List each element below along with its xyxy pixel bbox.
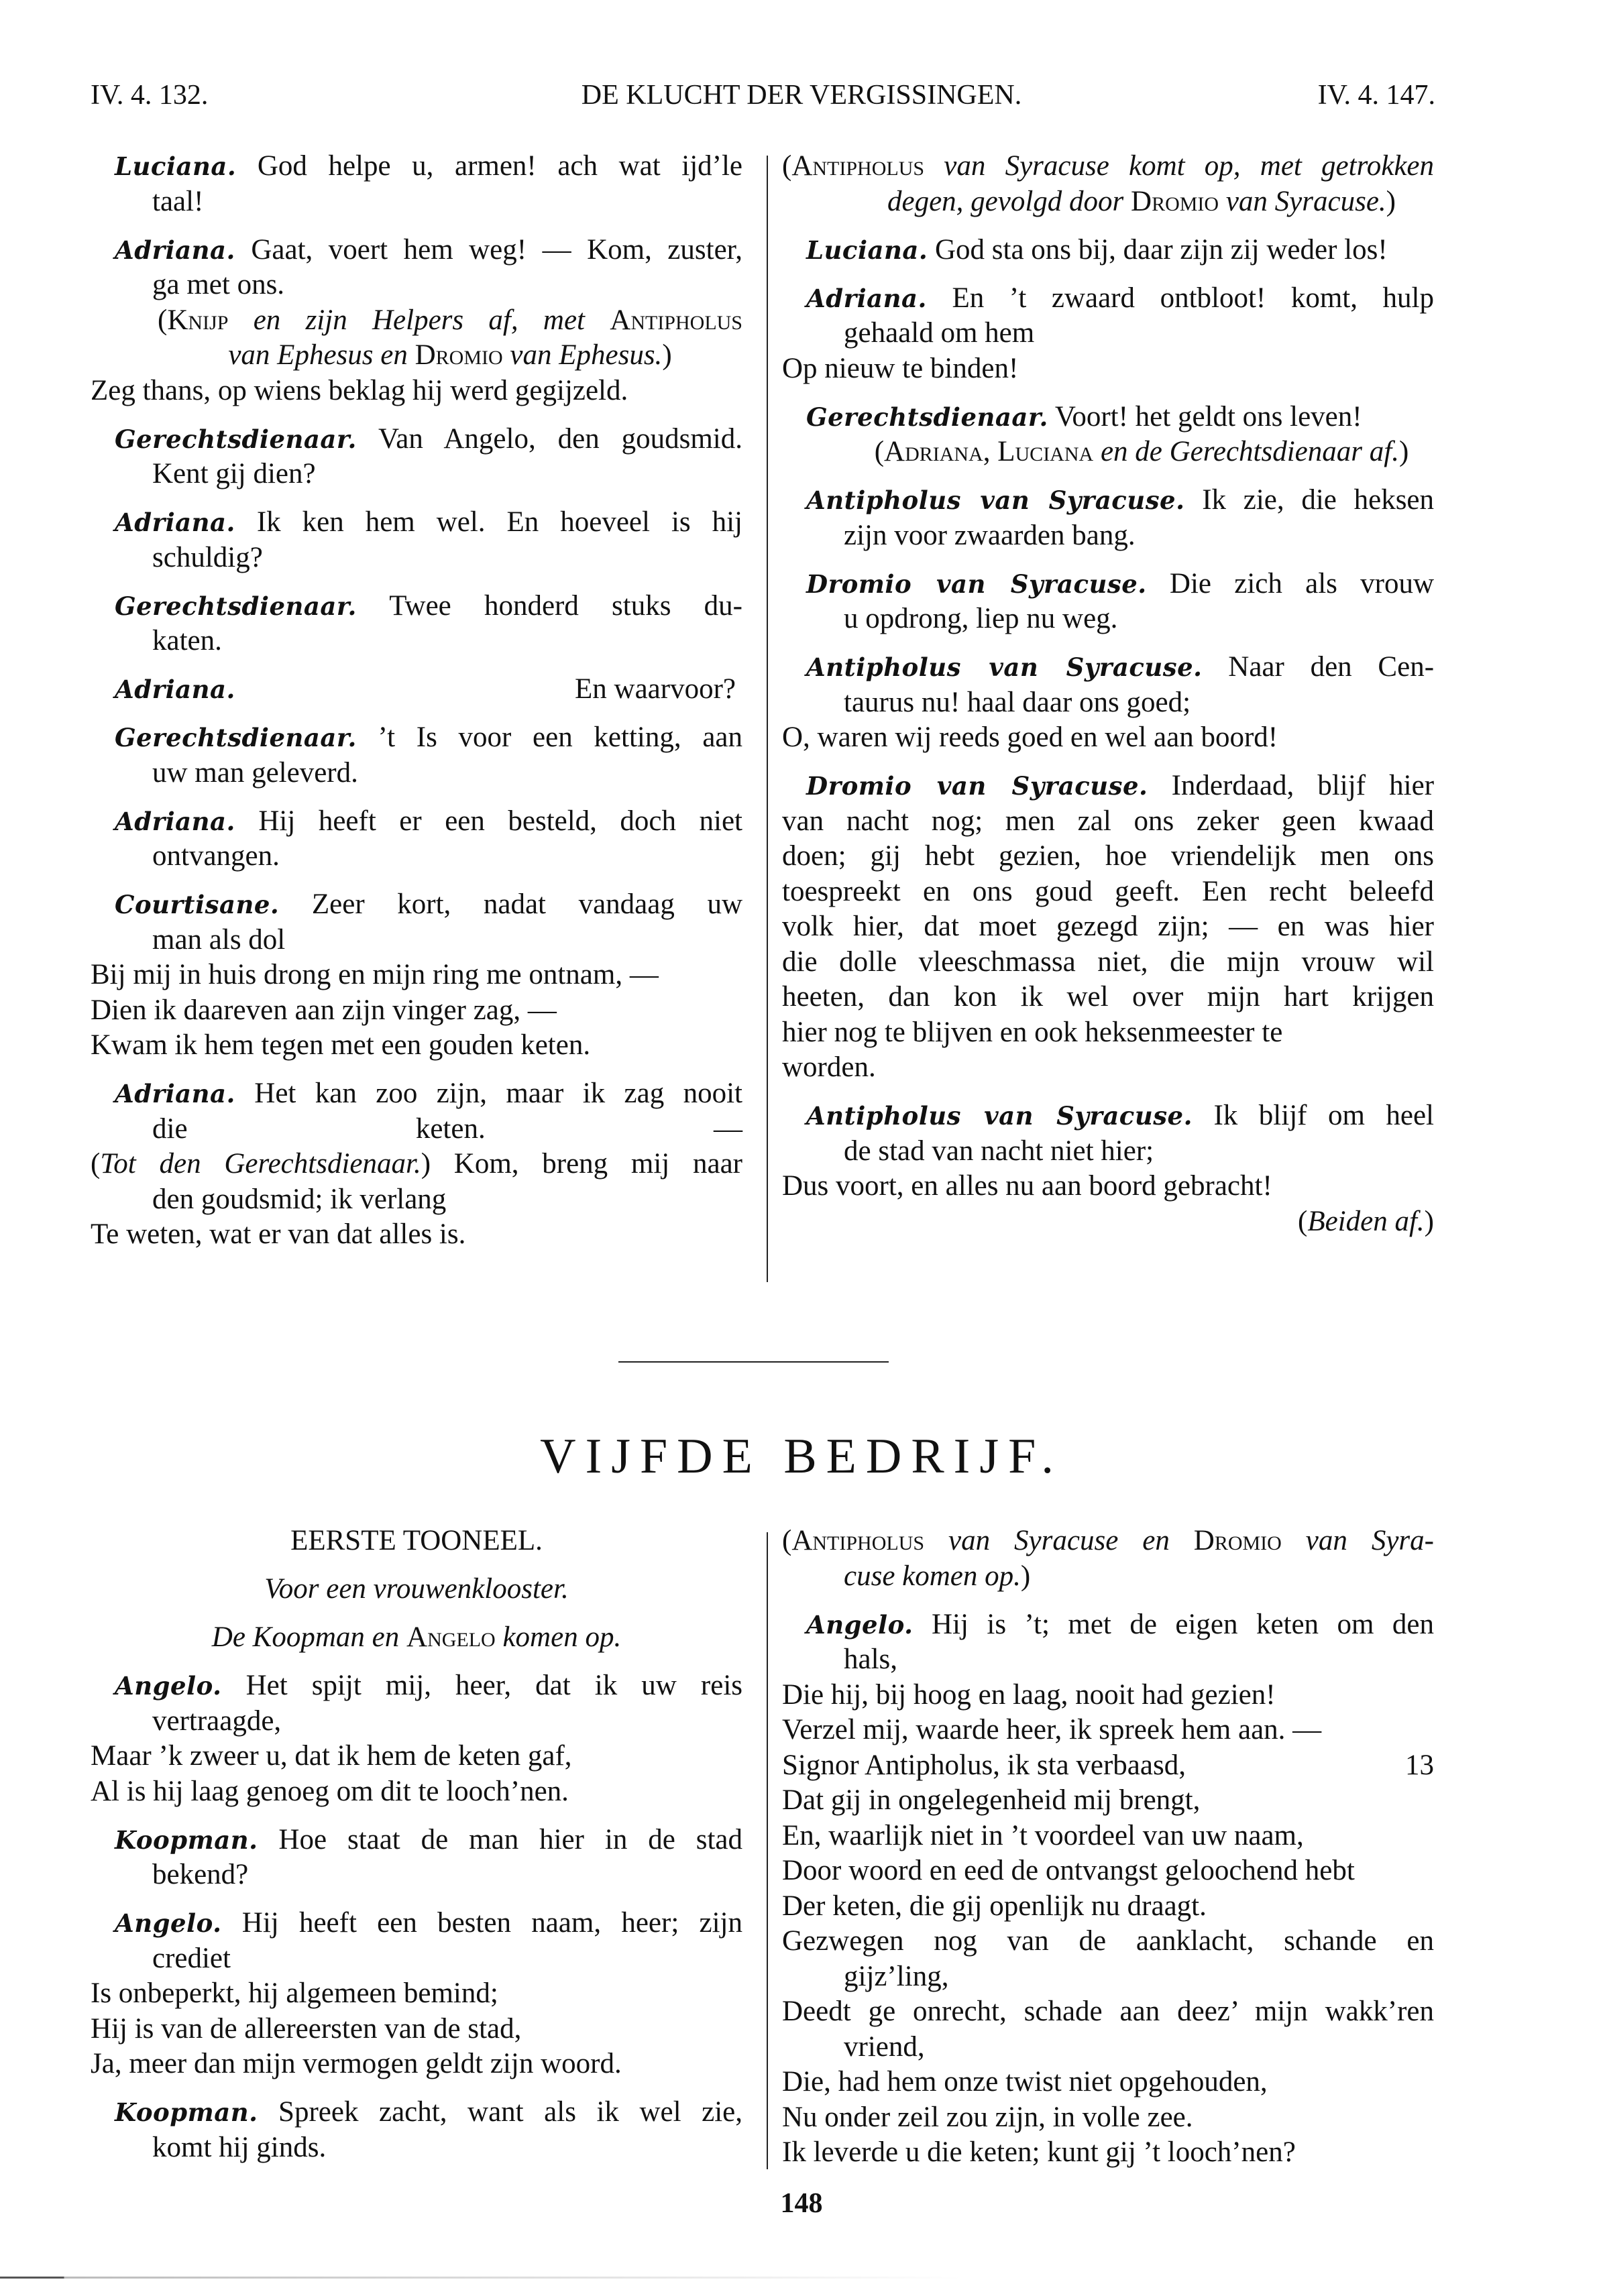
column-divider bbox=[767, 156, 768, 1282]
line-text: gehaald om hem bbox=[844, 317, 1035, 349]
column-bottom-left bbox=[91, 1524, 742, 2179]
line-text: Zeer kort, nadat vandaag uw bbox=[311, 888, 743, 920]
direction-text: ( bbox=[158, 304, 168, 336]
text-line bbox=[782, 1050, 1434, 1086]
line-text: God helpe u, armen! ach wat ijd’le bbox=[257, 150, 743, 182]
direction-text: Tot den Gerechtsdienaar. bbox=[100, 1148, 421, 1180]
running-head-left: IV. 4. 132. bbox=[91, 80, 209, 111]
speech-block bbox=[782, 1524, 1434, 1594]
line-text: komt hij ginds. bbox=[152, 2131, 327, 2163]
speech-block bbox=[782, 149, 1434, 219]
character-name: Antipholus bbox=[791, 150, 925, 182]
line-text: Ja, meer dan mijn vermogen geldt zijn woord. bbox=[91, 2048, 622, 2079]
line-text: doen; gij hebt gezien, hoe vriendelijk men ons bbox=[782, 840, 1434, 872]
speech-block bbox=[91, 1620, 742, 1656]
text-line bbox=[782, 1098, 1434, 1134]
scan-edge bbox=[0, 2277, 1603, 2279]
speech-block bbox=[91, 1668, 742, 1809]
text-line bbox=[782, 839, 1434, 874]
line-text: Inderdaad, blijf hier bbox=[1171, 770, 1435, 801]
text-line bbox=[91, 1774, 742, 1810]
text-line bbox=[782, 233, 1434, 268]
column-bottom-right bbox=[782, 1524, 1434, 2183]
text-line bbox=[91, 958, 742, 993]
text-line bbox=[782, 720, 1434, 756]
character-name: Knijp bbox=[167, 304, 229, 336]
text-line bbox=[782, 1748, 1434, 1784]
text-line bbox=[91, 1028, 742, 1064]
text-line bbox=[91, 1076, 742, 1112]
speech-block bbox=[91, 2095, 742, 2165]
line-text: Van Angelo, den goudsmid. bbox=[378, 422, 742, 455]
text-line bbox=[782, 874, 1434, 910]
line-text: Op nieuw te binden! bbox=[782, 352, 1019, 384]
text-line bbox=[91, 1668, 742, 1704]
text-line bbox=[782, 945, 1434, 980]
text-line bbox=[782, 2030, 1434, 2065]
text-line bbox=[782, 483, 1434, 518]
character-name: Dromio bbox=[414, 339, 503, 371]
line-text: volk hier, dat moet gezegd zijn; — en was hier bbox=[782, 911, 1434, 942]
text-line bbox=[782, 1924, 1434, 1959]
speaker-name: Gerechtsdienaar. bbox=[115, 424, 357, 454]
line-text: Dus voort, en alles nu aan boord gebracht! bbox=[782, 1170, 1272, 1202]
speaker-name: Dromio van Syracuse. bbox=[806, 569, 1147, 599]
text-line bbox=[91, 1182, 742, 1218]
text-line bbox=[91, 505, 742, 540]
line-text: Hij heeft er een besteld, doch niet bbox=[258, 805, 743, 837]
text-line bbox=[91, 149, 742, 184]
line-text: zijn voor zwaarden bang. bbox=[844, 519, 1136, 551]
text-line bbox=[782, 1015, 1434, 1051]
line-text: En ’t zwaard ontbloot! komt, hulp bbox=[952, 282, 1435, 314]
text-line bbox=[782, 1678, 1434, 1713]
text-line bbox=[91, 233, 742, 268]
character-name: Angelo bbox=[406, 1621, 496, 1653]
column-divider bbox=[767, 1532, 768, 2169]
stage-direction bbox=[782, 149, 1434, 184]
line-text: Signor Antipholus, ik sta verbaasd, bbox=[782, 1749, 1186, 1781]
speech-block bbox=[782, 483, 1434, 553]
speaker-name: Angelo. bbox=[115, 1671, 222, 1701]
direction-text: cuse komen op. bbox=[844, 1560, 1021, 1592]
direction-text: Voor een vrouwenklooster. bbox=[264, 1573, 569, 1605]
line-text: die dolle vleeschmassa niet, die mijn vrouw wil bbox=[782, 945, 1434, 978]
direction-text: ) bbox=[1424, 1205, 1434, 1237]
line-text: Die zich als vrouw bbox=[1169, 567, 1434, 599]
line-text: heeten, dan kon ik wel over mijn hart krijgen bbox=[782, 981, 1434, 1013]
text-line bbox=[91, 374, 742, 409]
stage-direction bbox=[91, 303, 742, 339]
text-line bbox=[91, 887, 742, 923]
line-text: taal! bbox=[152, 185, 204, 217]
direction-text: en de Gerechtsdienaar af. bbox=[1093, 436, 1399, 467]
direction-text: ) bbox=[662, 339, 672, 371]
speaker-name: Antipholus van Syracuse. bbox=[806, 1101, 1193, 1131]
stage-direction bbox=[782, 435, 1434, 470]
text-line bbox=[782, 2065, 1434, 2100]
text-line bbox=[782, 685, 1434, 721]
line-text: Der keten, die gij openlijk nu draagt. bbox=[782, 1890, 1207, 1922]
text-line bbox=[91, 1941, 742, 1977]
text-line bbox=[91, 993, 742, 1029]
line-text: worden. bbox=[782, 1051, 876, 1083]
line-text: God sta ons bij, daar zijn zij weder los! bbox=[934, 233, 1388, 266]
line-text: Spreek zacht, want als ik wel zie, bbox=[278, 2096, 743, 2128]
speech-block bbox=[91, 1572, 742, 1607]
line-text: Naar den Cen- bbox=[1228, 651, 1435, 683]
text-line bbox=[91, 1147, 742, 1182]
line-text: Het kan zoo zijn, maar ik zag nooit bbox=[254, 1078, 743, 1109]
line-text: vriend, bbox=[844, 2030, 925, 2063]
stage-direction bbox=[782, 184, 1434, 220]
text-line bbox=[782, 1819, 1434, 1854]
character-name: Antipholus bbox=[610, 304, 742, 336]
line-text: Maar ’k zweer u, dat ik hem de keten gaf, bbox=[91, 1740, 572, 1772]
stage-direction bbox=[91, 338, 742, 374]
text-line bbox=[782, 1134, 1434, 1169]
line-text: Ik leverde u die keten; kunt gij ’t looch’nen? bbox=[782, 2136, 1296, 2168]
speaker-name: Koopman. bbox=[115, 2098, 258, 2127]
direction-text: ( bbox=[874, 436, 885, 467]
character-name: Dromio bbox=[1131, 185, 1219, 217]
text-line bbox=[782, 1783, 1434, 1819]
speaker-name: Luciana. bbox=[115, 152, 237, 181]
text-line bbox=[782, 1853, 1434, 1889]
text-line bbox=[91, 1704, 742, 1739]
line-text: Hij heeft een besten naam, heer; zijn bbox=[241, 1907, 742, 1939]
text-line bbox=[782, 980, 1434, 1015]
line-text: Dat gij in ongelegenheid mij brengt, bbox=[782, 1784, 1201, 1816]
text-line bbox=[91, 2095, 742, 2130]
line-text: van nacht nog; men zal ons zeker geen kwaad bbox=[782, 805, 1434, 837]
text-line bbox=[782, 351, 1434, 387]
text-line bbox=[91, 2130, 742, 2166]
line-text: Die hij, bij hoog en laag, nooit had gezien! bbox=[782, 1678, 1276, 1711]
stage-direction bbox=[782, 1524, 1434, 1559]
text-line bbox=[91, 672, 742, 707]
text-line bbox=[91, 1739, 742, 1774]
line-text: Zeg thans, op wiens beklag hij werd gegijzeld. bbox=[91, 374, 628, 406]
direction-text: ) bbox=[1398, 436, 1409, 467]
line-text: man als dol bbox=[152, 923, 286, 956]
speech-block bbox=[91, 1524, 742, 1559]
line-text: Hoe staat de man hier in de stad bbox=[278, 1823, 742, 1855]
text-line bbox=[91, 422, 742, 457]
scene-heading bbox=[91, 1620, 742, 1656]
line-text: hals, bbox=[844, 1644, 898, 1675]
line-text: Hij is van de allereersten van de stad, bbox=[91, 2012, 522, 2045]
line-text: katen. bbox=[152, 625, 222, 656]
line-text: Ik zie, die heksen bbox=[1202, 484, 1435, 516]
text-line bbox=[91, 1823, 742, 1858]
direction-text: Beiden af. bbox=[1307, 1205, 1425, 1237]
line-text: ga met ons. bbox=[152, 269, 285, 300]
speech-block bbox=[91, 672, 742, 707]
section-rule bbox=[618, 1361, 889, 1363]
speech-block bbox=[91, 887, 742, 1064]
line-text: Die, had hem onze twist niet opgehouden, bbox=[782, 2066, 1268, 2098]
speech-block bbox=[91, 589, 742, 659]
line-text: En, waarlijk niet in ’t voordeel van uw naam, bbox=[782, 1819, 1304, 1851]
direction-text: van Syra- bbox=[1281, 1525, 1434, 1556]
speech-block bbox=[782, 281, 1434, 387]
text-line bbox=[782, 281, 1434, 317]
line-text: vertraagde, bbox=[152, 1705, 282, 1737]
speech-block bbox=[91, 804, 742, 874]
speech-block bbox=[91, 1906, 742, 2082]
act-title: VIJFDE BEDRIJF. bbox=[540, 1429, 1063, 1484]
text-line bbox=[91, 1906, 742, 1941]
text-line bbox=[91, 720, 742, 756]
speaker-name: Adriana. bbox=[115, 675, 235, 704]
speech-block bbox=[91, 149, 742, 219]
line-text: O, waren wij reeds goed en wel aan boord! bbox=[782, 722, 1278, 753]
line-text: Dien ik daareven aan zijn vinger zag, — bbox=[91, 994, 557, 1026]
line-text: de stad van nacht niet hier; bbox=[844, 1135, 1154, 1167]
line-text: Gaat, voert hem weg! — Kom, zuster, bbox=[251, 233, 743, 266]
speech-block bbox=[91, 505, 742, 575]
direction-text: ) bbox=[1020, 1560, 1031, 1592]
column-top-right bbox=[782, 149, 1434, 1253]
text-line bbox=[91, 2012, 742, 2047]
text-line bbox=[91, 268, 742, 303]
speech-block bbox=[782, 233, 1434, 268]
line-text: Ik blijf om heel bbox=[1213, 1100, 1435, 1131]
line-text: Twee honderd stuks du- bbox=[389, 589, 742, 622]
line-text: Kwam ik hem tegen met een gouden keten. bbox=[91, 1029, 591, 1061]
text-line bbox=[782, 400, 1434, 435]
speech-block bbox=[91, 720, 742, 791]
speech-block bbox=[782, 400, 1434, 470]
direction-text: degen, gevolgd door bbox=[887, 185, 1131, 217]
line-text: Is onbeperkt, hij algemeen bemind; bbox=[91, 1977, 498, 2009]
line-number: 13 bbox=[1405, 1749, 1434, 1781]
line-text: Ik ken hem wel. En hoeveel is hij bbox=[256, 506, 742, 538]
line-text: bekend? bbox=[152, 1859, 249, 1890]
speaker-name: Dromio van Syracuse. bbox=[806, 771, 1148, 801]
text-line bbox=[91, 1857, 742, 1893]
text-line bbox=[91, 1217, 742, 1253]
speech-block bbox=[91, 422, 742, 492]
speaker-name: Adriana. bbox=[806, 283, 927, 313]
direction-text: komen op. bbox=[495, 1621, 622, 1653]
direction-text: ) bbox=[1386, 185, 1396, 217]
text-line bbox=[782, 316, 1434, 351]
running-head-title: DE KLUCHT DER VERGISSINGEN. bbox=[581, 80, 1022, 111]
direction-text: De Koopman en bbox=[211, 1621, 407, 1653]
line-text: hier nog te blijven en ook heksenmeester te bbox=[782, 1016, 1283, 1048]
line-text: die keten. — bbox=[152, 1112, 742, 1145]
text-line bbox=[782, 2100, 1434, 2136]
line-text: Al is hij laag genoeg om dit te looch’nen. bbox=[91, 1775, 569, 1807]
direction-text: van Syracuse komt op, met getrokken bbox=[924, 150, 1434, 182]
character-name: Antipholus bbox=[791, 1525, 925, 1556]
text-line bbox=[91, 756, 742, 791]
direction-text: van Syracuse. bbox=[1219, 185, 1386, 217]
line-text: taurus nu! haal daar ons goed; bbox=[844, 686, 1191, 718]
scene-heading bbox=[91, 1524, 742, 1559]
line-text: ’t Is voor een ketting, aan bbox=[378, 722, 742, 753]
text-line bbox=[782, 518, 1434, 554]
speaker-name: Angelo. bbox=[806, 1609, 914, 1640]
text-line bbox=[91, 624, 742, 659]
speaker-name: Angelo. bbox=[115, 1908, 222, 1938]
line-text: Hij is ’t; met de eigen keten om den bbox=[931, 1608, 1435, 1640]
text-line bbox=[91, 923, 742, 958]
line-text: EERSTE TOONEEL. bbox=[290, 1525, 543, 1556]
text-line bbox=[91, 184, 742, 220]
text-line bbox=[782, 2135, 1434, 2171]
text-line bbox=[782, 1169, 1434, 1204]
text-line bbox=[782, 1889, 1434, 1925]
line-text: toespreekt en ons goud geeft. Een recht beleefd bbox=[782, 875, 1434, 907]
text-line bbox=[782, 1559, 1434, 1595]
column-top-left bbox=[91, 149, 742, 1265]
speech-block bbox=[782, 1607, 1434, 2171]
direction-text: ( bbox=[782, 150, 792, 182]
page-number: 148 bbox=[780, 2188, 823, 2219]
speech-block bbox=[782, 768, 1434, 1086]
speech-block bbox=[91, 233, 742, 409]
running-head-right: IV. 4. 147. bbox=[1317, 80, 1435, 111]
line-text: Voort! het geldt ons leven! bbox=[1054, 400, 1362, 433]
text-line bbox=[91, 839, 742, 874]
speaker-name: Antipholus van Syracuse. bbox=[806, 652, 1203, 682]
line-text: u opdrong, liep nu weg. bbox=[844, 603, 1118, 634]
direction-text: en zijn Helpers af, met bbox=[228, 304, 610, 336]
speaker-name: Adriana. bbox=[115, 235, 235, 265]
line-text: En waarvoor? bbox=[575, 673, 736, 705]
direction-text: , bbox=[983, 436, 998, 467]
line-text: Het spijt mij, heer, dat ik uw reis bbox=[245, 1670, 742, 1701]
direction-text: van Ephesus. bbox=[502, 339, 663, 371]
line-text: uw man geleverd. bbox=[152, 756, 358, 789]
line-text: Nu onder zeil zou zijn, in volle zee. bbox=[782, 2101, 1193, 2133]
text-line bbox=[91, 804, 742, 840]
line-text: crediet bbox=[152, 1942, 231, 1974]
direction-text: van Ephesus en bbox=[228, 339, 415, 371]
speaker-name: Koopman. bbox=[115, 1825, 258, 1855]
character-name: Dromio bbox=[1193, 1525, 1282, 1556]
speaker-name: Courtisane. bbox=[115, 890, 280, 919]
character-name: Adriana bbox=[884, 436, 983, 467]
speech-block bbox=[782, 1098, 1434, 1239]
text-line bbox=[91, 1976, 742, 2012]
direction-text: ) Kom, breng mij naar bbox=[421, 1148, 742, 1180]
text-line bbox=[782, 1204, 1434, 1240]
direction-text: van Syracuse en bbox=[924, 1525, 1194, 1556]
speaker-name: Adriana. bbox=[115, 1079, 235, 1108]
text-line bbox=[91, 1112, 742, 1147]
speaker-name: Adriana. bbox=[115, 508, 235, 537]
line-text: Door woord en eed de ontvangst geloochend hebt bbox=[782, 1855, 1355, 1886]
line-text: ontvangen. bbox=[152, 840, 280, 872]
text-line bbox=[782, 804, 1434, 840]
line-text: Gezwegen nog van de aanklacht, schande en bbox=[782, 1925, 1434, 1957]
text-line bbox=[91, 589, 742, 624]
speech-block bbox=[782, 567, 1434, 637]
text-line bbox=[782, 601, 1434, 637]
line-text: Verzel mij, waarde heer, ik spreek hem aan. — bbox=[782, 1714, 1322, 1745]
scene-heading bbox=[91, 1572, 742, 1607]
text-line bbox=[91, 2047, 742, 2082]
speaker-name: Gerechtsdienaar. bbox=[806, 402, 1048, 432]
line-text: gijz’ling, bbox=[844, 1960, 949, 1992]
text-line bbox=[782, 1713, 1434, 1748]
line-text: schuldig? bbox=[152, 541, 263, 573]
speaker-name: Antipholus van Syracuse. bbox=[806, 485, 1185, 515]
text-line bbox=[782, 909, 1434, 945]
text-line bbox=[91, 457, 742, 492]
line-text: Te weten, wat er van dat alles is. bbox=[91, 1218, 466, 1250]
line-text: Kent gij dien? bbox=[152, 458, 316, 490]
speaker-name: Gerechtsdienaar. bbox=[115, 591, 357, 621]
line-text: Bij mij in huis drong en mijn ring me ontnam, — bbox=[91, 959, 659, 990]
text-line bbox=[782, 768, 1434, 804]
direction-text: ( bbox=[91, 1148, 101, 1180]
line-text: den goudsmid; ik verlang bbox=[152, 1183, 447, 1215]
text-line bbox=[782, 567, 1434, 602]
direction-text: ( bbox=[782, 1525, 792, 1556]
text-line bbox=[782, 1959, 1434, 1995]
text-line bbox=[782, 1994, 1434, 2030]
speaker-name: Luciana. bbox=[806, 235, 928, 265]
text-line bbox=[91, 540, 742, 576]
speaker-name: Adriana. bbox=[115, 806, 235, 836]
speech-block bbox=[91, 1823, 742, 1893]
line-text: Deedt ge onrecht, schade aan deez’ mijn wakk’ren bbox=[782, 1996, 1434, 2027]
character-name: Luciana bbox=[997, 436, 1094, 467]
speech-block bbox=[91, 1076, 742, 1253]
text-line bbox=[782, 1642, 1434, 1678]
text-line bbox=[782, 650, 1434, 685]
speech-block bbox=[782, 650, 1434, 756]
direction-text: ( bbox=[1298, 1205, 1308, 1237]
speaker-name: Gerechtsdienaar. bbox=[115, 723, 357, 752]
text-line bbox=[782, 1607, 1434, 1643]
